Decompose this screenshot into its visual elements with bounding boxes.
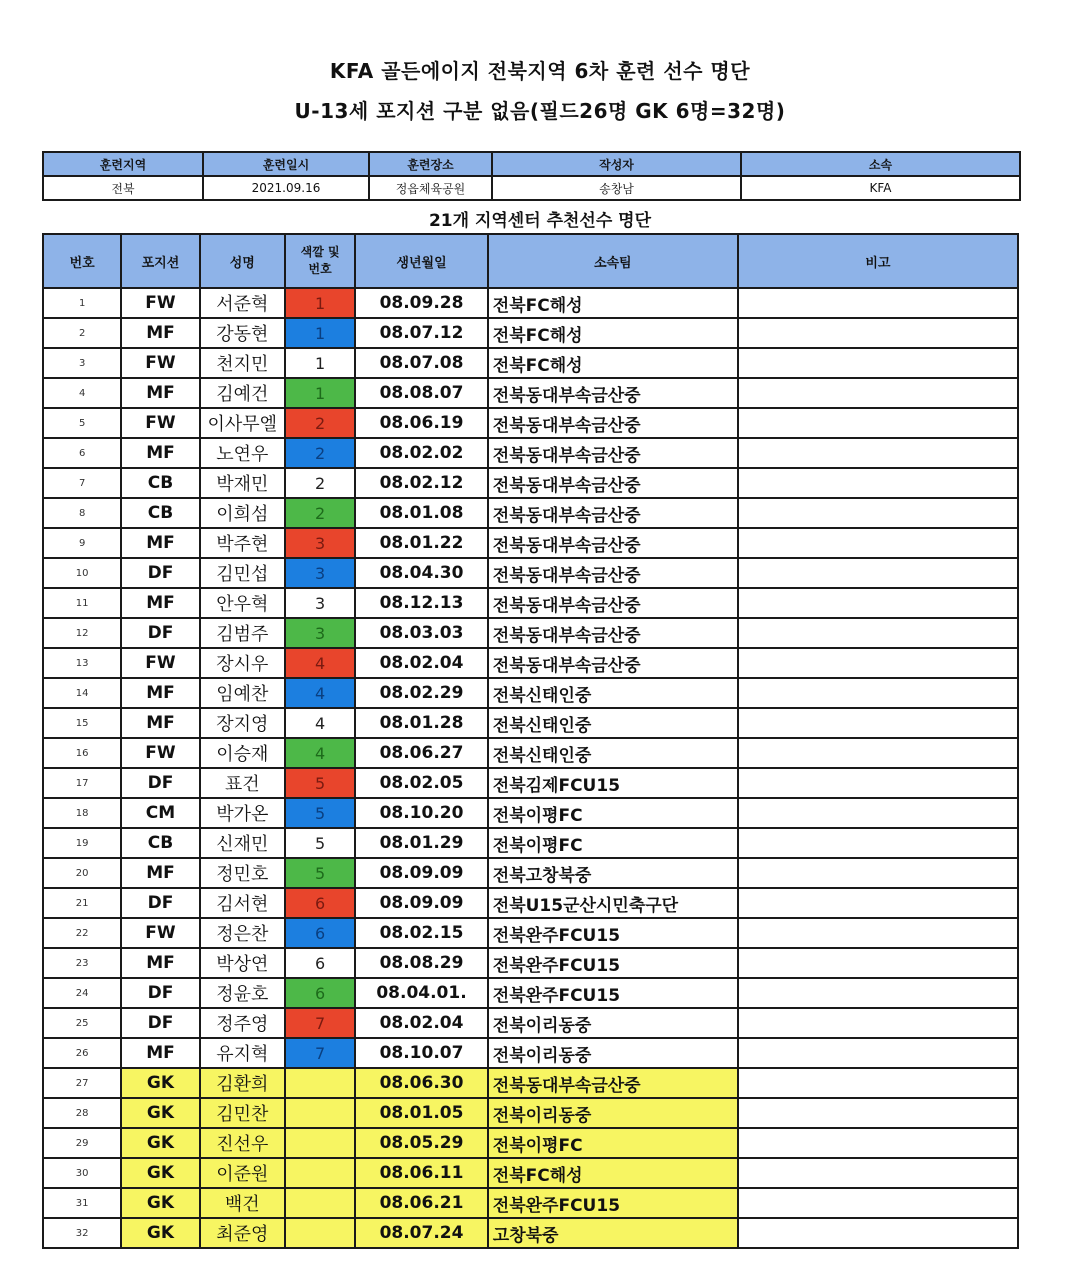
player-color-number: 4 — [285, 708, 355, 738]
player-note — [738, 408, 1018, 438]
player-team: 전북이리동중 — [488, 1038, 738, 1068]
player-dob: 08.01.22 — [355, 528, 488, 558]
player-color-number: 2 — [285, 498, 355, 528]
player-name: 이희섬 — [200, 498, 285, 528]
player-color-number: 1 — [285, 348, 355, 378]
header-color-line1: 색깔 및 — [300, 245, 340, 259]
player-dob: 08.04.01. — [355, 978, 488, 1008]
player-note — [738, 888, 1018, 918]
player-team: 전북동대부속금산중 — [488, 438, 738, 468]
player-note — [738, 1188, 1018, 1218]
player-position: MF — [121, 378, 199, 408]
player-team: 전북U15군산시민축구단 — [488, 888, 738, 918]
player-position: MF — [121, 588, 199, 618]
player-position: FW — [121, 408, 199, 438]
player-team: 전북이리동중 — [488, 1098, 738, 1128]
player-row — [43, 588, 1018, 618]
player-team: 전북FC해성 — [488, 288, 738, 318]
player-team: 전북이평FC — [488, 798, 738, 828]
player-color-number — [285, 1098, 355, 1128]
player-number: 10 — [43, 558, 121, 588]
player-row — [43, 678, 1018, 708]
player-name: 정민호 — [200, 858, 285, 888]
player-dob: 08.10.07 — [355, 1038, 488, 1068]
player-row — [43, 438, 1018, 468]
player-dob: 08.08.29 — [355, 948, 488, 978]
player-number: 26 — [43, 1038, 121, 1068]
player-note — [738, 1128, 1018, 1158]
player-color-number: 7 — [285, 1038, 355, 1068]
header-note: 비고 — [738, 234, 1018, 288]
player-note — [738, 468, 1018, 498]
header-dob: 생년월일 — [355, 234, 488, 288]
player-position: GK — [121, 1158, 199, 1188]
player-note — [738, 558, 1018, 588]
player-number: 3 — [43, 348, 121, 378]
player-name: 김환희 — [200, 1068, 285, 1098]
player-number: 20 — [43, 858, 121, 888]
player-name: 박가온 — [200, 798, 285, 828]
player-note — [738, 348, 1018, 378]
player-note — [738, 588, 1018, 618]
roster-body — [43, 288, 1018, 1248]
player-row — [43, 498, 1018, 528]
player-name: 서준혁 — [200, 288, 285, 318]
player-name: 박주현 — [200, 528, 285, 558]
player-note — [738, 708, 1018, 738]
player-dob: 08.02.12 — [355, 468, 488, 498]
player-number: 8 — [43, 498, 121, 528]
player-name: 정은찬 — [200, 918, 285, 948]
player-position: FW — [121, 348, 199, 378]
player-row — [43, 738, 1018, 768]
player-note — [738, 948, 1018, 978]
player-name: 박재민 — [200, 468, 285, 498]
player-row — [43, 708, 1018, 738]
player-row — [43, 888, 1018, 918]
player-team: 전북이평FC — [488, 1128, 738, 1158]
player-color-number: 6 — [285, 918, 355, 948]
player-position: MF — [121, 858, 199, 888]
player-note — [738, 978, 1018, 1008]
roster-subtitle: 21개 지역센터 추천선수 명단 — [428, 211, 652, 231]
player-dob: 08.06.21 — [355, 1188, 488, 1218]
player-color-number: 3 — [285, 528, 355, 558]
header-number: 번호 — [43, 234, 121, 288]
player-row — [43, 348, 1018, 378]
player-row — [43, 318, 1018, 348]
player-dob: 08.06.27 — [355, 738, 488, 768]
player-row — [43, 1038, 1018, 1068]
player-team: 고창북중 — [488, 1218, 738, 1248]
player-name: 유지혁 — [200, 1038, 285, 1068]
player-position: DF — [121, 618, 199, 648]
player-number: 27 — [43, 1068, 121, 1098]
player-dob: 08.06.11 — [355, 1158, 488, 1188]
player-position: CB — [121, 828, 199, 858]
player-row — [43, 798, 1018, 828]
player-row — [43, 918, 1018, 948]
info-region: 전북 — [43, 176, 203, 200]
player-note — [738, 828, 1018, 858]
player-name: 강동현 — [200, 318, 285, 348]
player-dob: 08.01.05 — [355, 1098, 488, 1128]
document-title: KFA 골든에이지 전북지역 6차 훈련 선수 명단 — [329, 59, 751, 83]
player-position: FW — [121, 738, 199, 768]
player-dob: 08.03.03 — [355, 618, 488, 648]
player-team: 전북동대부속금산중 — [488, 558, 738, 588]
player-color-number: 4 — [285, 678, 355, 708]
player-position: CB — [121, 468, 199, 498]
player-number: 9 — [43, 528, 121, 558]
info-header-author: 작성자 — [492, 152, 741, 176]
player-position: FW — [121, 648, 199, 678]
header-position: 포지션 — [121, 234, 199, 288]
player-team: 전북김제FCU15 — [488, 768, 738, 798]
player-dob: 08.08.07 — [355, 378, 488, 408]
player-row — [43, 1098, 1018, 1128]
player-position: MF — [121, 438, 199, 468]
player-row — [43, 1158, 1018, 1188]
player-team: 전북완주FCU15 — [488, 1188, 738, 1218]
player-row — [43, 378, 1018, 408]
player-note — [738, 1068, 1018, 1098]
player-dob: 08.02.29 — [355, 678, 488, 708]
player-note — [738, 618, 1018, 648]
player-number: 13 — [43, 648, 121, 678]
player-name: 백건 — [200, 1188, 285, 1218]
player-position: DF — [121, 888, 199, 918]
player-note — [738, 678, 1018, 708]
info-date: 2021.09.16 — [203, 176, 369, 200]
player-note — [738, 768, 1018, 798]
player-position: GK — [121, 1218, 199, 1248]
player-row — [43, 618, 1018, 648]
player-name: 안우혁 — [200, 588, 285, 618]
info-header-row — [43, 152, 1020, 176]
player-number: 14 — [43, 678, 121, 708]
player-name: 이승재 — [200, 738, 285, 768]
player-note — [738, 1158, 1018, 1188]
player-position: MF — [121, 318, 199, 348]
player-name: 박상연 — [200, 948, 285, 978]
player-name: 김예건 — [200, 378, 285, 408]
player-color-number: 1 — [285, 318, 355, 348]
player-color-number: 5 — [285, 768, 355, 798]
player-name: 진선우 — [200, 1128, 285, 1158]
player-dob: 08.02.04 — [355, 1008, 488, 1038]
player-number: 28 — [43, 1098, 121, 1128]
player-color-number — [285, 1068, 355, 1098]
player-number: 6 — [43, 438, 121, 468]
info-header-date: 훈련일시 — [203, 152, 369, 176]
player-team: 전북동대부속금산중 — [488, 1068, 738, 1098]
player-note — [738, 528, 1018, 558]
player-position: CB — [121, 498, 199, 528]
player-dob: 08.04.30 — [355, 558, 488, 588]
player-team: 전북신태인중 — [488, 708, 738, 738]
player-number: 15 — [43, 708, 121, 738]
player-color-number: 7 — [285, 1008, 355, 1038]
player-name: 최준영 — [200, 1218, 285, 1248]
player-dob: 08.09.09 — [355, 888, 488, 918]
player-team: 전북동대부속금산중 — [488, 618, 738, 648]
player-color-number — [285, 1188, 355, 1218]
player-color-number: 4 — [285, 648, 355, 678]
roster-header-row — [43, 234, 1018, 288]
training-info-table — [42, 151, 1021, 201]
player-position: MF — [121, 708, 199, 738]
player-name: 장시우 — [200, 648, 285, 678]
player-color-number — [285, 1218, 355, 1248]
info-venue: 정읍체육공원 — [369, 176, 492, 200]
player-position: GK — [121, 1128, 199, 1158]
player-name: 김서현 — [200, 888, 285, 918]
player-dob: 08.07.24 — [355, 1218, 488, 1248]
player-name: 정윤호 — [200, 978, 285, 1008]
player-note — [738, 288, 1018, 318]
player-row — [43, 648, 1018, 678]
player-team: 전북FC해성 — [488, 348, 738, 378]
player-color-number: 1 — [285, 378, 355, 408]
player-name: 이준원 — [200, 1158, 285, 1188]
player-position: DF — [121, 978, 199, 1008]
info-author: 송창남 — [492, 176, 741, 200]
player-number: 7 — [43, 468, 121, 498]
player-dob: 08.05.29 — [355, 1128, 488, 1158]
player-name: 천지민 — [200, 348, 285, 378]
player-number: 19 — [43, 828, 121, 858]
player-color-number: 5 — [285, 828, 355, 858]
player-color-number: 6 — [285, 948, 355, 978]
player-number: 1 — [43, 288, 121, 318]
player-name: 신재민 — [200, 828, 285, 858]
player-dob: 08.02.05 — [355, 768, 488, 798]
player-color-number: 6 — [285, 888, 355, 918]
player-row — [43, 1068, 1018, 1098]
player-dob: 08.02.15 — [355, 918, 488, 948]
player-dob: 08.01.08 — [355, 498, 488, 528]
player-team: 전북동대부속금산중 — [488, 408, 738, 438]
player-dob: 08.01.28 — [355, 708, 488, 738]
player-number: 21 — [43, 888, 121, 918]
player-team: 전북FC해성 — [488, 318, 738, 348]
player-number: 25 — [43, 1008, 121, 1038]
player-team: 전북신태인중 — [488, 738, 738, 768]
player-position: MF — [121, 948, 199, 978]
player-row — [43, 288, 1018, 318]
player-position: DF — [121, 1008, 199, 1038]
player-color-number: 5 — [285, 798, 355, 828]
player-name: 김민찬 — [200, 1098, 285, 1128]
player-note — [738, 498, 1018, 528]
player-dob: 08.07.08 — [355, 348, 488, 378]
player-number: 18 — [43, 798, 121, 828]
player-position: FW — [121, 918, 199, 948]
player-dob: 08.12.13 — [355, 588, 488, 618]
header-team: 소속팀 — [488, 234, 738, 288]
player-number: 5 — [43, 408, 121, 438]
player-color-number: 2 — [285, 408, 355, 438]
player-team: 전북완주FCU15 — [488, 918, 738, 948]
player-team: 전북FC해성 — [488, 1158, 738, 1188]
document-subtitle: U-13세 포지션 구분 없음(필드26명 GK 6명=32명) — [294, 99, 786, 123]
player-dob: 08.10.20 — [355, 798, 488, 828]
header-name: 성명 — [200, 234, 285, 288]
player-color-number: 2 — [285, 468, 355, 498]
player-color-number: 4 — [285, 738, 355, 768]
player-team: 전북고창북중 — [488, 858, 738, 888]
player-number: 32 — [43, 1218, 121, 1248]
player-team: 전북동대부속금산중 — [488, 378, 738, 408]
info-header-affiliation: 소속 — [741, 152, 1020, 176]
player-position: GK — [121, 1068, 199, 1098]
player-note — [738, 1218, 1018, 1248]
player-team: 전북동대부속금산중 — [488, 468, 738, 498]
player-row — [43, 858, 1018, 888]
player-row — [43, 948, 1018, 978]
player-name: 표건 — [200, 768, 285, 798]
player-row — [43, 468, 1018, 498]
player-number: 29 — [43, 1128, 121, 1158]
player-name: 김민섭 — [200, 558, 285, 588]
player-position: MF — [121, 678, 199, 708]
player-note — [738, 738, 1018, 768]
player-row — [43, 558, 1018, 588]
player-dob: 08.09.09 — [355, 858, 488, 888]
player-position: FW — [121, 288, 199, 318]
player-position: DF — [121, 768, 199, 798]
player-color-number: 3 — [285, 558, 355, 588]
player-note — [738, 438, 1018, 468]
player-number: 2 — [43, 318, 121, 348]
player-note — [738, 1038, 1018, 1068]
player-number: 16 — [43, 738, 121, 768]
player-row — [43, 978, 1018, 1008]
player-dob: 08.02.04 — [355, 648, 488, 678]
header-color-number — [285, 234, 355, 288]
player-team: 전북완주FCU15 — [488, 978, 738, 1008]
player-dob: 08.06.30 — [355, 1068, 488, 1098]
player-color-number: 3 — [285, 588, 355, 618]
player-row — [43, 1008, 1018, 1038]
player-number: 12 — [43, 618, 121, 648]
player-position: GK — [121, 1188, 199, 1218]
player-position: MF — [121, 528, 199, 558]
player-color-number: 1 — [285, 288, 355, 318]
player-number: 4 — [43, 378, 121, 408]
info-header-region: 훈련지역 — [43, 152, 203, 176]
player-team: 전북동대부속금산중 — [488, 648, 738, 678]
player-dob: 08.07.12 — [355, 318, 488, 348]
player-team: 전북동대부속금산중 — [488, 588, 738, 618]
player-color-number: 3 — [285, 618, 355, 648]
player-number: 24 — [43, 978, 121, 1008]
player-name: 이사무엘 — [200, 408, 285, 438]
player-color-number — [285, 1128, 355, 1158]
player-name: 장지영 — [200, 708, 285, 738]
player-team: 전북신태인중 — [488, 678, 738, 708]
player-number: 30 — [43, 1158, 121, 1188]
player-row — [43, 828, 1018, 858]
info-value-row — [43, 176, 1020, 200]
player-name: 김범주 — [200, 618, 285, 648]
player-position: DF — [121, 558, 199, 588]
player-note — [738, 1008, 1018, 1038]
player-team: 전북동대부속금산중 — [488, 528, 738, 558]
header-color-line2: 번호 — [308, 262, 332, 276]
player-row — [43, 768, 1018, 798]
player-color-number — [285, 1158, 355, 1188]
player-color-number: 6 — [285, 978, 355, 1008]
player-note — [738, 918, 1018, 948]
player-note — [738, 858, 1018, 888]
player-row — [43, 528, 1018, 558]
player-note — [738, 318, 1018, 348]
player-number: 23 — [43, 948, 121, 978]
player-position: GK — [121, 1098, 199, 1128]
player-name: 임예찬 — [200, 678, 285, 708]
player-dob: 08.02.02 — [355, 438, 488, 468]
player-team: 전북완주FCU15 — [488, 948, 738, 978]
player-note — [738, 798, 1018, 828]
player-name: 정주영 — [200, 1008, 285, 1038]
player-team: 전북이리동중 — [488, 1008, 738, 1038]
player-number: 22 — [43, 918, 121, 948]
player-number: 31 — [43, 1188, 121, 1218]
player-note — [738, 648, 1018, 678]
info-affiliation: KFA — [741, 176, 1020, 200]
player-dob: 08.06.19 — [355, 408, 488, 438]
player-row — [43, 1188, 1018, 1218]
player-row — [43, 1128, 1018, 1158]
player-row — [43, 1218, 1018, 1248]
info-header-venue: 훈련장소 — [369, 152, 492, 176]
player-team: 전북동대부속금산중 — [488, 498, 738, 528]
player-note — [738, 378, 1018, 408]
player-row — [43, 408, 1018, 438]
player-dob: 08.01.29 — [355, 828, 488, 858]
player-number: 17 — [43, 768, 121, 798]
player-position: CM — [121, 798, 199, 828]
player-roster-table — [42, 233, 1019, 1249]
player-position: MF — [121, 1038, 199, 1068]
player-color-number: 2 — [285, 438, 355, 468]
player-name: 노연우 — [200, 438, 285, 468]
player-number: 11 — [43, 588, 121, 618]
player-team: 전북이평FC — [488, 828, 738, 858]
player-dob: 08.09.28 — [355, 288, 488, 318]
player-color-number: 5 — [285, 858, 355, 888]
player-note — [738, 1098, 1018, 1128]
